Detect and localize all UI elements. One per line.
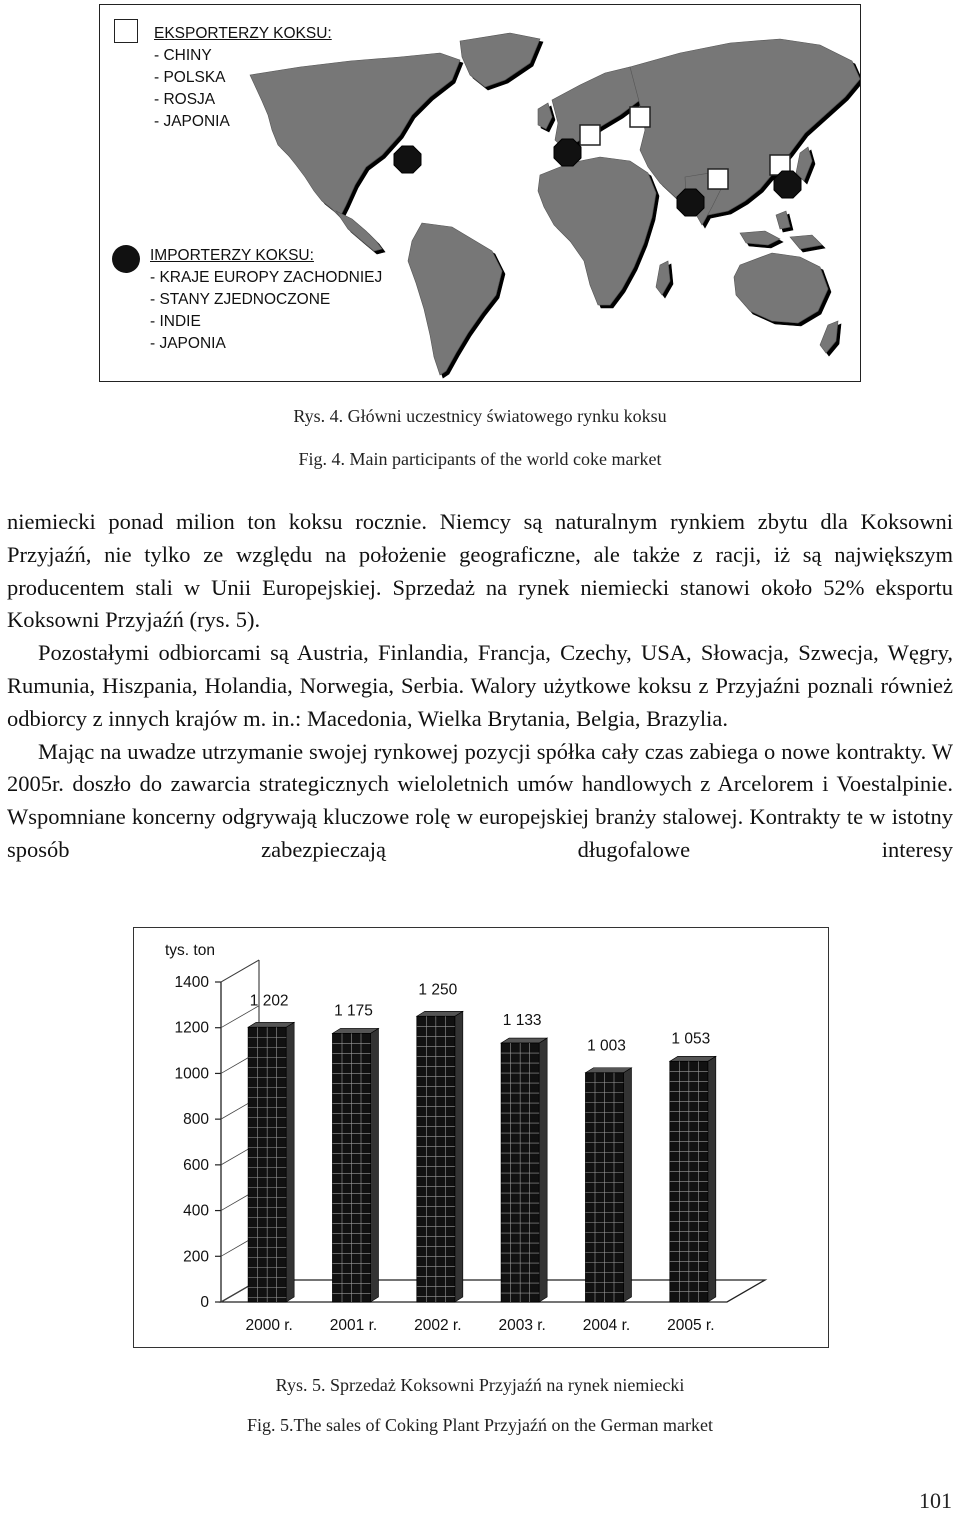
new-zealand	[820, 321, 838, 353]
bar-data-label: 1 202	[249, 992, 289, 1010]
bar-top	[670, 1056, 716, 1061]
bar-side	[286, 1022, 294, 1302]
sales-bar-chart	[133, 927, 829, 1348]
y-tick-label: 1000	[174, 1065, 209, 1083]
importers-legend-item: - STANY ZJEDNOCZONE	[150, 291, 331, 308]
importers-legend-item: - KRAJE EUROPY ZACHODNIEJ	[150, 269, 383, 286]
y-tick-label: 200	[183, 1248, 209, 1266]
body-text	[7, 506, 953, 867]
x-category-label: 2000 r.	[245, 1317, 293, 1334]
exporter-marker-china	[708, 169, 728, 189]
exporters-legend-item: - ROSJA	[154, 91, 216, 108]
importer-legend-circle	[112, 245, 140, 273]
world-map-figure	[99, 4, 861, 382]
importers-legend	[150, 245, 382, 355]
bar-side	[708, 1056, 716, 1302]
page-number: 101	[919, 1488, 952, 1513]
importers-legend-item: - INDIE	[150, 313, 201, 330]
importer-marker-usa	[394, 146, 421, 173]
y-tick-label: 400	[183, 1202, 209, 1220]
importers-legend-item: - JAPONIA	[150, 335, 226, 352]
bar-top	[501, 1038, 547, 1043]
x-category-label: 2001 r.	[329, 1317, 378, 1334]
y-tick-label: 1400	[174, 974, 209, 991]
australia	[734, 253, 828, 323]
exporters-legend-item: - JAPONIA	[154, 113, 230, 130]
importer-marker-india	[677, 189, 704, 216]
body-paragraph: Pozostałymi odbiorcami są Austria, Finlandia, Francja, Czechy, USA, Słowacja, Szwecja, Węgry, Rumunia, Hiszpania, Holandia, Norwegia, Serbia. Walory użytkowe koksu z Przyjaźni poznali również odbiorcy z innych krajów m. in.: Macedonia, Wielka Brytania, Belgia, Brazylia.	[7, 640, 953, 731]
importers-legend-title: IMPORTERZY KOKSU:	[150, 247, 314, 264]
importer-marker-japan	[774, 171, 801, 198]
greenland	[460, 33, 540, 87]
bar-side	[624, 1068, 632, 1302]
y-tick-label: 800	[183, 1111, 209, 1129]
y-tick-label: 600	[183, 1156, 209, 1174]
figure4-caption-en: Fig. 4. Main participants of the world coke market	[298, 449, 662, 469]
bar-side	[539, 1038, 547, 1302]
x-category-label: 2005 r.	[667, 1317, 715, 1334]
x-category-label: 2004 r.	[582, 1317, 631, 1334]
bar-data-label: 1 250	[418, 981, 458, 999]
bar-data-label: 1 175	[334, 1002, 373, 1020]
bar-top	[586, 1068, 632, 1073]
exporters-legend-title: EKSPORTERZY KOKSU:	[154, 25, 332, 42]
figure4-caption-pl: Rys. 4. Główni uczestnicy światowego rynku koksu	[293, 406, 667, 426]
bar-data-label: 1 133	[502, 1012, 542, 1030]
body-paragraph: niemiecki ponad milion ton koksu rocznie. Niemcy są naturalnym rynkiem zbytu dla Koksowni Przyjaźń, nie tylko ze względu na położenie geograficzne, ale także z racji, iż są największym producentem stali w Unii Europejskiej. Sprzedaż na rynek niemiecki stanowi około 52% eksportu Koksowni Przyjaźń (rys. 5).	[7, 509, 953, 633]
bar-top	[333, 1028, 379, 1033]
y-tick-label: 1200	[174, 1019, 209, 1037]
exporter-legend-square	[114, 19, 138, 43]
y-tick-depth	[221, 960, 259, 982]
bar-data-label: 1 003	[587, 1037, 626, 1055]
exporters-legend-item: - CHINY	[154, 47, 212, 64]
importer-marker-europe	[554, 139, 581, 166]
y-axis-unit-label: tys. ton	[165, 942, 215, 959]
asia	[630, 39, 860, 215]
figure5-caption-pl: Rys. 5. Sprzedaż Koksowni Przyjaźń na rynek niemiecki	[275, 1375, 685, 1395]
figure5-caption-en: Fig. 5.The sales of Coking Plant Przyjaźń on the German market	[247, 1415, 713, 1435]
bar-data-label: 1 053	[671, 1030, 711, 1048]
exporters-legend	[154, 23, 332, 133]
body-paragraph: Mając na uwadze utrzymanie swojej rynkowej pozycji spółka cały czas zabiega o nowe kontrakty. W 2005r. doszło do zawarcia strategicznych wieloletnich umów handlowych z Arcelorem i Voestalpinie. Wspomniane koncerny odgrywają kluczowe rolę w europejskiej branży stalowej. Kontrakty te w istotny sposób zabezpieczają długofalowe interesy	[7, 738, 953, 862]
bar-top	[248, 1022, 294, 1027]
x-category-label: 2003 r.	[498, 1317, 546, 1334]
y-tick-label: 0	[200, 1294, 209, 1311]
madagascar	[656, 261, 670, 295]
exporter-marker-poland	[580, 125, 600, 145]
bar-side	[371, 1028, 379, 1302]
southeast-asia	[740, 211, 822, 249]
exporters-legend-item: - POLSKA	[154, 69, 226, 86]
south-america	[408, 223, 502, 375]
bar-top	[417, 1011, 463, 1016]
africa	[538, 157, 656, 305]
uk	[538, 103, 552, 129]
bar-side	[455, 1011, 463, 1302]
exporter-marker-russia	[630, 107, 650, 127]
x-category-label: 2002 r.	[414, 1317, 462, 1334]
